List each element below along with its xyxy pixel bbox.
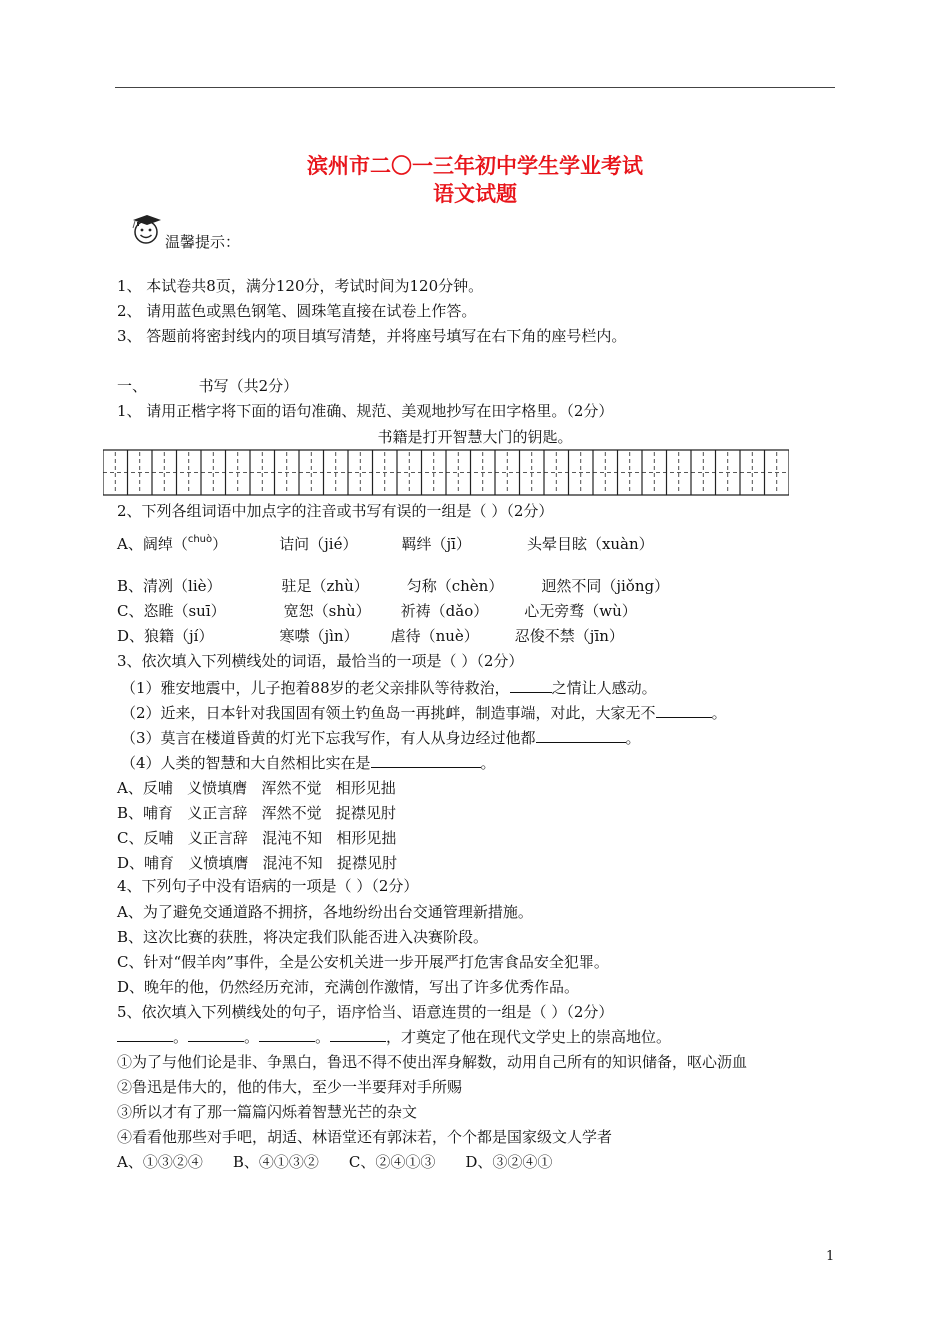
q2-a-term: 羁绊（jī）	[401, 535, 471, 553]
q3-sentence-4	[121, 753, 496, 773]
q3-text: （3）莫言在楼道昏黄的灯光下忘我写作，有人从身边经过他都	[121, 729, 536, 747]
q2-d-term: D、狼籍（jí）	[117, 627, 214, 645]
q3-text: 。	[625, 729, 641, 747]
q2-b-term: 驻足（zhù）	[281, 577, 369, 595]
q2-d-term: 忍俊不禁（jīn）	[514, 627, 624, 645]
q2-c-term: 宽恕（shù）	[283, 602, 371, 620]
q2-option-d	[117, 626, 624, 646]
question-5-stem: 5、依次填入下列横线处的句子，语序恰当、语意连贯的一组是（ ）（2分）	[117, 1003, 614, 1021]
fill-blank	[259, 1027, 315, 1042]
q2-option-c	[117, 601, 637, 621]
q3-option: A、反哺 义愤填膺 浑然不觉 相形见拙	[117, 779, 396, 797]
tip-item: 3、 答题前将密封线内的项目填写清楚，并将座号填写在右下角的座号栏内。	[117, 327, 627, 345]
q5-item: ③所以才有了那一篇篇闪烁着智慧光芒的杂文	[117, 1103, 418, 1121]
question-3-stem: 3、依次填入下列横线处的词语，最恰当的一项是（ ）（2分）	[117, 652, 524, 670]
q2-b-term: 匀称（chèn）	[406, 577, 504, 595]
q3-option: D、哺育 义愤填膺 混沌不知 捉襟见肘	[117, 854, 397, 872]
fill-blank	[330, 1027, 386, 1042]
q3-text: （4）人类的智慧和大自然相比实在是	[121, 754, 371, 772]
fill-blank	[536, 728, 626, 743]
q2-b-term: B、清冽（liè）	[117, 577, 222, 595]
q3-text: 。	[711, 704, 727, 722]
q2-c-term: 心无旁骛（wù）	[524, 602, 637, 620]
fill-blank	[510, 678, 552, 693]
q5-sep: 。	[315, 1028, 331, 1046]
q2-a-term: 诘问（jié）	[279, 535, 358, 553]
exam-subtitle: 语文试题	[433, 182, 517, 206]
q4-option: A、为了避免交通道路不拥挤，各地纷纷出台交通管理新措施。	[117, 903, 533, 921]
fill-blank	[371, 753, 481, 768]
question-4-stem: 4、下列句子中没有语病的一项是（ ）（2分）	[117, 877, 419, 895]
q2-b-term: 迥然不同（jiǒng）	[541, 577, 670, 595]
tip-item: 1、 本试卷共8页，满分120分，考试时间为120分钟。	[117, 277, 484, 295]
q3-sentence-3	[121, 728, 641, 748]
tip-item: 2、 请用蓝色或黑色钢笔、圆珠笔直接在试卷上作答。	[117, 302, 477, 320]
q4-option: C、针对“假羊肉”事件，全是公安机关进一步开展严打危害食品安全犯罪。	[117, 953, 609, 971]
question-2-stem: 2、下列各组词语中加点字的注音或书写有误的一组是（ ）（2分）	[117, 502, 554, 520]
page-number: 1	[826, 1249, 835, 1264]
q5-tail: ，才奠定了他在现代文学史上的崇高地位。	[386, 1028, 672, 1046]
q3-sentence-2	[121, 703, 727, 723]
q5-sep: 。	[173, 1028, 189, 1046]
fill-blank	[117, 1027, 173, 1042]
q2-a-close: ）	[212, 535, 228, 553]
q3-text: （1）雅安地震中，儿子抱着88岁的老父亲排队等待救治，	[121, 679, 510, 697]
q5-answer: A、①③②④	[117, 1153, 203, 1171]
q5-answer: C、②④①③	[348, 1153, 436, 1171]
q5-item: ②鲁迅是伟大的，他的伟大，至少一半要拜对手所赐	[117, 1078, 463, 1096]
fill-blank	[188, 1027, 244, 1042]
q5-item: ①为了与他们论是非、争黑白，鲁迅不得不使出浑身解数，动用自己所有的知识储备，呕心沥血	[117, 1053, 748, 1071]
q2-option-b	[117, 576, 669, 596]
header-rule	[115, 87, 835, 88]
q4-option: D、晚年的他，仍然经历充沛，充满创作激情，写出了许多优秀作品。	[117, 978, 580, 996]
q5-answer: D、③②④①	[465, 1153, 553, 1171]
q5-answer: B、④①③②	[232, 1153, 319, 1171]
q2-c-term: C、恣睢（suī）	[117, 602, 226, 620]
q5-sep: 。	[244, 1028, 260, 1046]
q2-a-term: 头晕目眩（xuàn）	[526, 535, 654, 553]
q4-option: B、这次比赛的获胜，将决定我们队能否进入决赛阶段。	[117, 928, 489, 946]
section-title: 书写（共2分）	[198, 377, 299, 395]
q2-d-term: 寒噤（jìn）	[279, 627, 359, 645]
tips-label: 温馨提示：	[165, 233, 241, 251]
q2-c-term: 祈祷（dǎo）	[400, 602, 489, 620]
q5-item: ④看看他那些对手吧，胡适、林语堂还有郭沫若，个个都是国家级文人学者	[117, 1128, 613, 1146]
q3-option: B、哺育 义正言辞 浑然不觉 捉襟见肘	[117, 804, 396, 822]
q5-answers	[117, 1152, 552, 1172]
q2-a-pinyin: chuò	[187, 534, 213, 545]
q3-sentence-1	[121, 678, 657, 698]
q2-option-a	[117, 534, 654, 557]
section-heading	[117, 376, 298, 396]
copy-sentence: 书籍是打开智慧大门的钥匙。	[377, 428, 573, 446]
q3-option: C、反哺 义正言辞 混沌不知 相形见拙	[117, 829, 397, 847]
q2-d-term: 虐待（nuè）	[390, 627, 479, 645]
smiley-graduate-icon	[128, 212, 164, 246]
q3-text: 之情让人感动。	[551, 679, 657, 697]
section-number: 一、	[117, 377, 148, 395]
q2-a-label: A、阔绰（	[117, 535, 188, 553]
q3-text: 。	[480, 754, 496, 772]
exam-title: 滨州市二〇一三年初中学生学业考试	[307, 154, 643, 178]
tianzige-grid	[103, 449, 789, 497]
question-1: 1、 请用正楷字将下面的语句准确、规范、美观地抄写在田字格里。（2分）	[117, 402, 614, 420]
fill-blank	[656, 703, 712, 718]
q5-blanks	[117, 1027, 671, 1047]
q3-text: （2）近来，日本针对我国固有领土钓鱼岛一再挑衅，制造事端，对此，大家无不	[121, 704, 656, 722]
